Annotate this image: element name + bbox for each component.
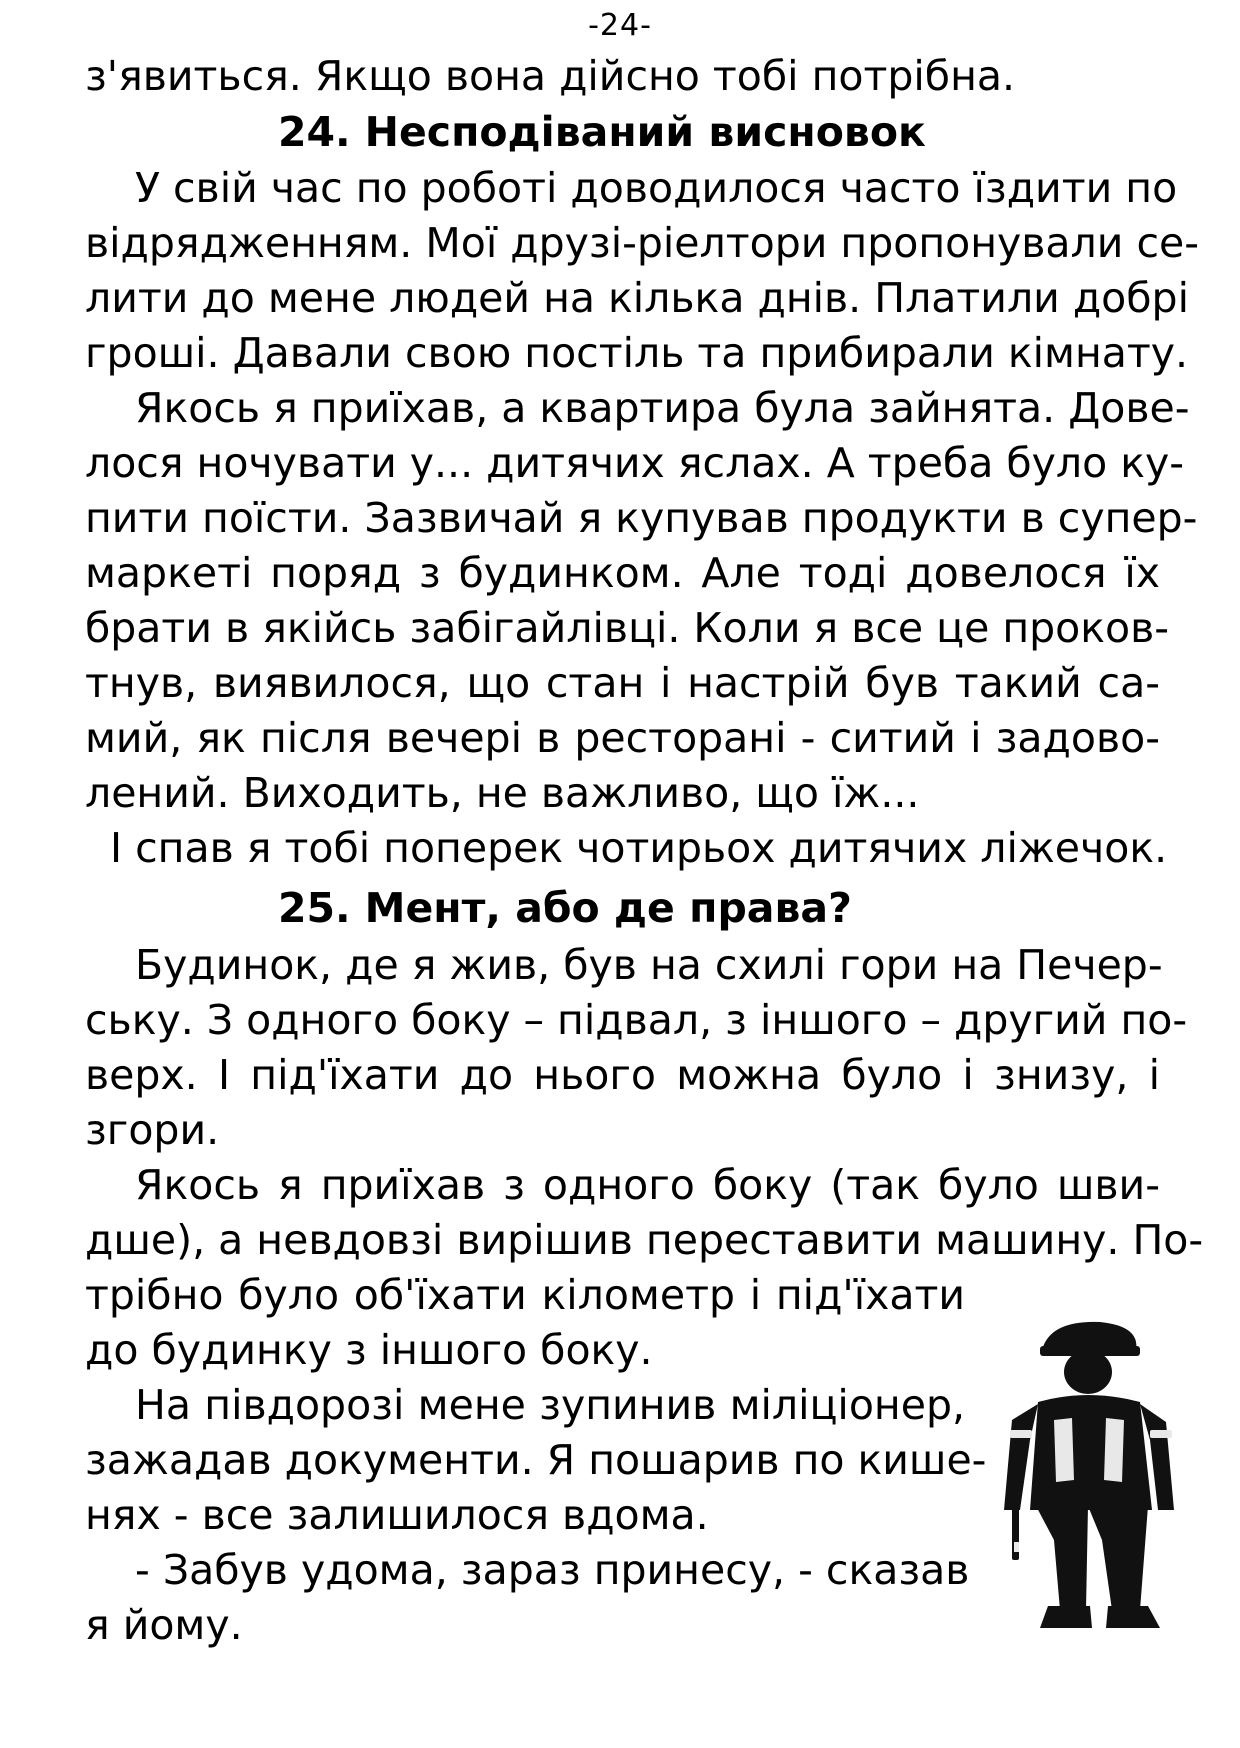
- text-line: Будинок, де я жив, був на схилі гори на Печер-: [135, 941, 1163, 989]
- text-line: відрядженням. Мої друзі-ріелтори пропонували се-: [85, 219, 1200, 267]
- text-line: У свій час по роботі доводилося часто їздити по: [135, 164, 1178, 212]
- text-line: лити до мене людей на кілька днів. Платили добрі: [85, 274, 1189, 322]
- section-heading: [278, 104, 926, 160]
- text-line: Якось я приїхав з одного боку (так було шви-: [135, 1161, 1160, 1209]
- text-line: згори.: [85, 1106, 220, 1154]
- text-line: я йому.: [85, 1601, 243, 1649]
- text-line: пити поїсти. Зазвичай я купував продукти в супер-: [85, 494, 1198, 542]
- text-line: з'явиться. Якщо вона дійсно тобі потрібна.: [85, 52, 1016, 100]
- text-line: На півдорозі мене зупинив міліціонер,: [135, 1381, 965, 1429]
- text-line: - Забув удома, зараз принесу, - сказав: [135, 1546, 970, 1594]
- police-officer-silhouette-icon: [990, 1310, 1190, 1640]
- text-line: маркеті поряд з будинком. Але тоді довелося їх: [85, 549, 1160, 597]
- section-number: 25.: [278, 884, 351, 932]
- section-title: Мент, або де права?: [364, 884, 852, 932]
- page-number: -24-: [588, 8, 652, 43]
- section-heading: [278, 880, 852, 936]
- text-line: мий, як після вечері в ресторані - ситий і задово-: [85, 714, 1160, 762]
- section-number: 24.: [278, 108, 351, 156]
- text-line: верх. І під'їхати до нього можна було і знизу, і: [85, 1051, 1160, 1099]
- text-line: ську. З одного боку – підвал, з іншого – другий по-: [85, 996, 1188, 1044]
- text-line: брати в якійсь забігайлівці. Коли я все це проков-: [85, 604, 1170, 652]
- text-line: лося ночувати у... дитячих яслах. А треба було ку-: [85, 439, 1185, 487]
- text-line: зажадав документи. Я пошарив по кише-: [85, 1436, 987, 1484]
- text-line: до будинку з іншого боку.: [85, 1326, 653, 1374]
- text-line: І спав я тобі поперек чотирьох дитячих ліжечок.: [110, 824, 1168, 872]
- text-line: гроші. Давали свою постіль та прибирали кімнату.: [85, 329, 1189, 377]
- text-line: трібно було об'їхати кілометр і під'їхати: [85, 1271, 965, 1319]
- text-line: тнув, виявилося, що стан і настрій був такий са-: [85, 659, 1160, 707]
- text-line: нях - все залишилося вдома.: [85, 1491, 709, 1539]
- text-line: дше), а невдовзі вирішив переставити машину. По-: [85, 1216, 1204, 1264]
- text-line: Якось я приїхав, а квартира була зайнята. Дове-: [135, 384, 1190, 432]
- section-title: Несподіваний висновок: [364, 108, 926, 156]
- text-line: лений. Виходить, не важливо, що їж...: [85, 769, 920, 817]
- officer-figure: [1004, 1322, 1174, 1628]
